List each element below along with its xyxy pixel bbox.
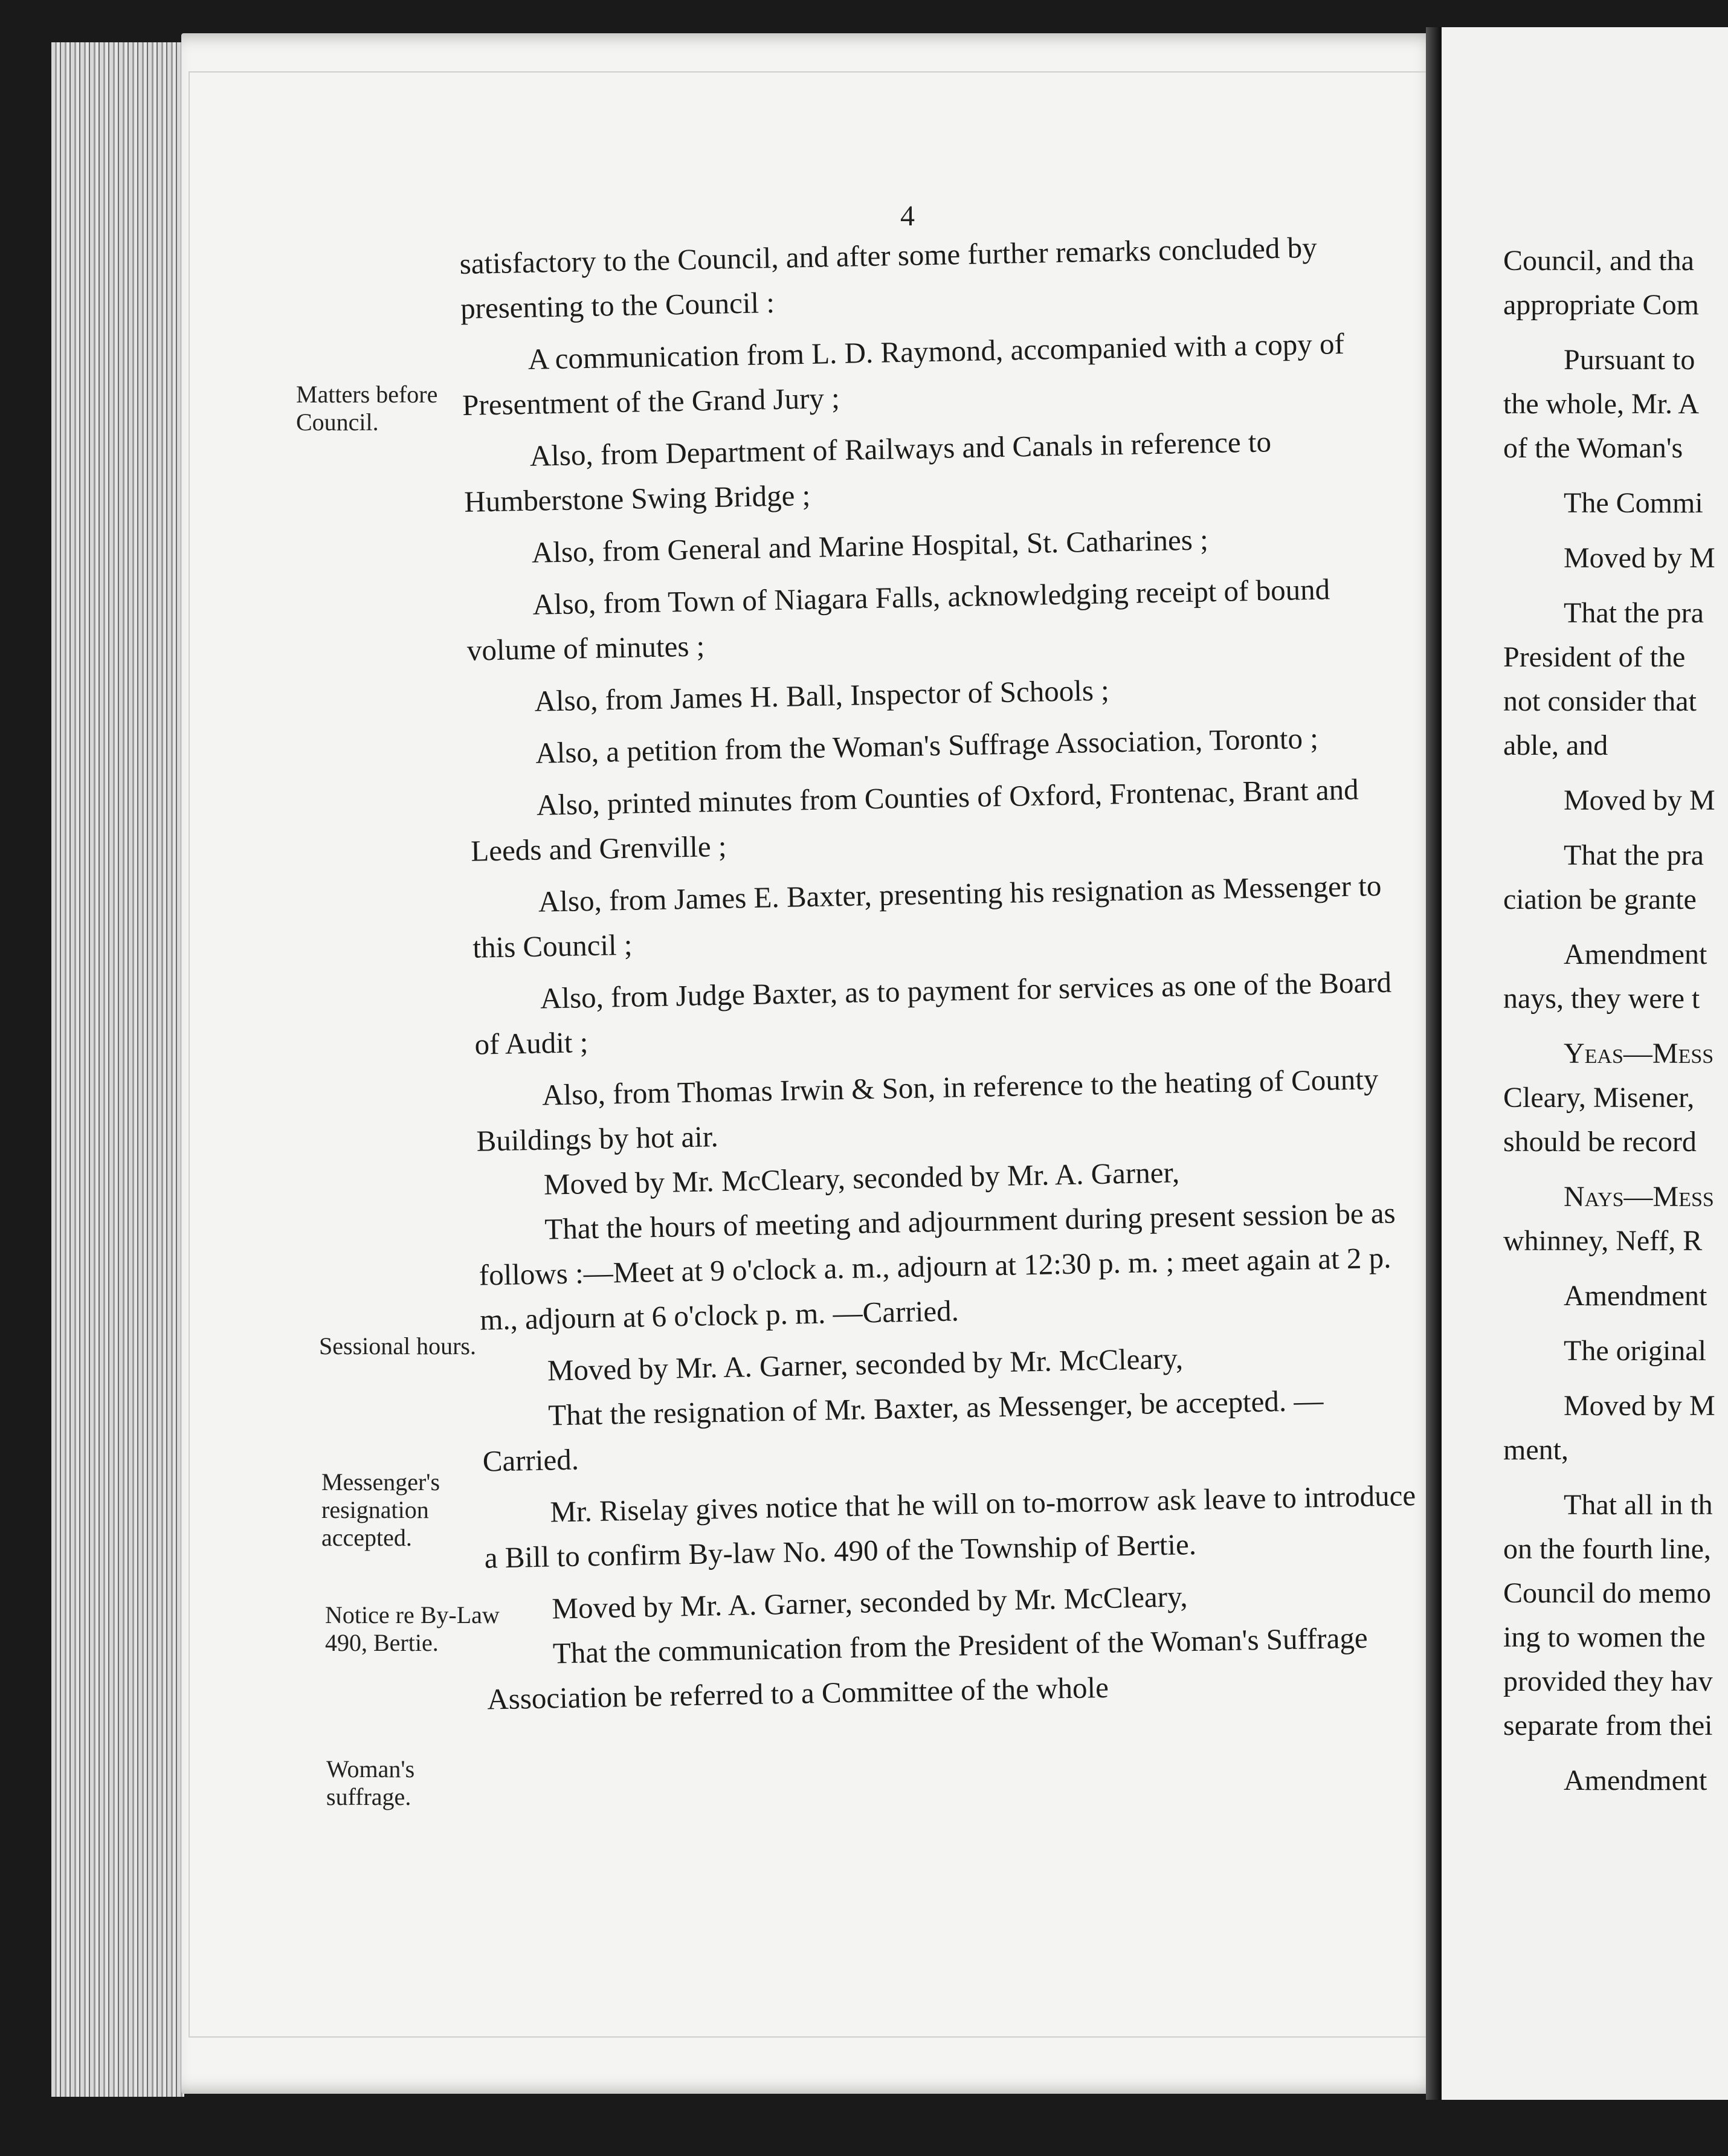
right-line: on the fourth line, bbox=[1503, 1533, 1711, 1565]
right-line: Moved by M bbox=[1564, 1390, 1715, 1422]
paragraph: Also, from Department of Railways and Canals in reference to Humberstone Swing Bridge ; bbox=[463, 425, 1272, 518]
right-line: Moved by M bbox=[1564, 542, 1715, 574]
right-line: Council, and tha bbox=[1503, 245, 1694, 277]
paragraph: Moved by Mr. A. Garner, seconded by Mr. McCleary, bbox=[547, 1341, 1184, 1387]
paragraph: That the communication from the President of the Woman's Suffrage Association be referred to a Committee of the whole bbox=[486, 1621, 1369, 1716]
right-line: Nays—Mess bbox=[1564, 1181, 1714, 1213]
right-page-text bbox=[1503, 239, 1728, 1803]
right-line: should be record bbox=[1503, 1126, 1697, 1158]
right-line: the whole, Mr. A bbox=[1503, 388, 1699, 420]
paragraph: Also, from James E. Baxter, presenting his resignation as Messenger to this Council ; bbox=[472, 868, 1382, 964]
right-line: Amendment bbox=[1564, 938, 1707, 970]
paragraph: satisfactory to the Council, and after some further remarks concluded by presenting to the Council : bbox=[459, 230, 1318, 325]
right-line: nays, they were t bbox=[1503, 983, 1700, 1015]
paragraph: Moved by Mr. A. Garner, seconded by Mr. McCleary, bbox=[551, 1580, 1188, 1625]
right-line: That the pra bbox=[1564, 597, 1704, 629]
paragraph: That the hours of meeting and adjournment during present session be as follows :—Meet at 9 o'clock a. m., adjourn at 12:30 p. m. ; meet again at 2 p. m., adjourn at 6 o'clock p. m. —Carried. bbox=[479, 1196, 1396, 1337]
paragraph: A communication from L. D. Raymond, accompanied with a copy of Presentment of the Grand Jury ; bbox=[462, 326, 1345, 422]
right-line: Amendment bbox=[1564, 1280, 1707, 1312]
paragraph: Also, from Town of Niagara Falls, acknowledging receipt of bound volume of minutes ; bbox=[466, 572, 1330, 667]
right-line: Moved by M bbox=[1564, 784, 1715, 816]
page-body bbox=[459, 224, 1424, 1722]
margin-note-messenger: Messenger's resignation accepted. bbox=[321, 1468, 440, 1551]
paragraph: Also, a petition from the Woman's Suffrage Association, Toronto ; bbox=[535, 721, 1319, 770]
right-line: That the pra bbox=[1564, 839, 1704, 871]
right-line: able, and bbox=[1503, 729, 1608, 761]
right-line: not consider that bbox=[1503, 685, 1697, 717]
right-line: Cleary, Misener, bbox=[1503, 1082, 1695, 1114]
paragraph: Also, from James H. Ball, Inspector of Schools ; bbox=[534, 673, 1110, 718]
margin-note-bylaw: Notice re By-Law 490, Bertie. bbox=[325, 1601, 500, 1656]
right-line: Amendment bbox=[1564, 1764, 1707, 1796]
right-line: ment, bbox=[1503, 1434, 1568, 1466]
right-line: ing to women the bbox=[1503, 1621, 1706, 1653]
margin-note-suffrage: Woman's suffrage. bbox=[326, 1755, 415, 1810]
paragraph: Mr. Riselay gives notice that he will on to-morrow ask leave to introduce a Bill to confirm By-law No. 490 of the Township of Bertie. bbox=[484, 1478, 1416, 1575]
right-line: The original bbox=[1564, 1335, 1706, 1367]
paragraph: Also, printed minutes from Counties of Oxford, Frontenac, Brant and Leeds and Grenville ; bbox=[470, 772, 1359, 868]
page-number: 4 bbox=[900, 200, 915, 232]
right-line: Council do memo bbox=[1503, 1577, 1711, 1609]
right-line: of the Woman's bbox=[1503, 432, 1683, 464]
right-line: appropriate Com bbox=[1503, 289, 1699, 321]
right-line: President of the bbox=[1503, 641, 1686, 673]
right-line: whinney, Neff, R bbox=[1503, 1225, 1703, 1257]
book-page-edges bbox=[51, 42, 184, 2097]
paragraph: Also, from General and Marine Hospital, St. Catharines ; bbox=[531, 523, 1209, 569]
paragraph: Also, from Judge Baxter, as to payment for services as one of the Board of Audit ; bbox=[474, 965, 1392, 1061]
paragraph: Also, from Thomas Irwin & Son, in reference to the heating of County Buildings by hot air. bbox=[476, 1062, 1379, 1158]
right-line: The Commi bbox=[1564, 487, 1703, 519]
right-line: separate from thei bbox=[1503, 1709, 1713, 1741]
right-line: ciation be grante bbox=[1503, 883, 1697, 915]
paragraph: That the resignation of Mr. Baxter, as Messenger, be accepted. —Carried. bbox=[482, 1383, 1324, 1478]
margin-note-sessional-hours: Sessional hours. bbox=[319, 1332, 476, 1360]
paragraph: Moved by Mr. McCleary, seconded by Mr. A. Garner, bbox=[543, 1155, 1180, 1201]
right-line: That all in th bbox=[1564, 1489, 1713, 1521]
margin-note-matters: Matters before Council. bbox=[296, 381, 438, 436]
right-line: provided they hav bbox=[1503, 1665, 1713, 1697]
right-line: Pursuant to bbox=[1564, 344, 1695, 376]
right-line: Yeas—Mess bbox=[1564, 1038, 1714, 1070]
